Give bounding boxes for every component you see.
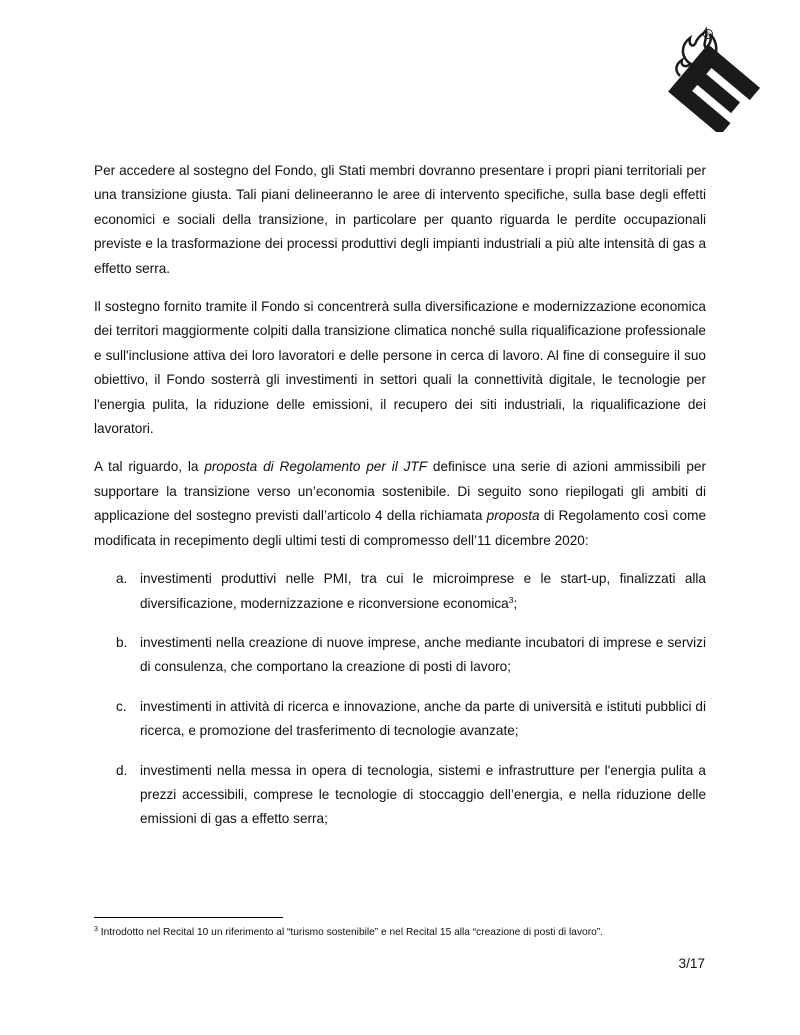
list-item — [94, 695, 706, 744]
list-marker: c. — [116, 698, 127, 714]
list-item — [94, 567, 706, 616]
flame-e-logo-icon — [666, 26, 772, 132]
list-item-text: investimenti nella messa in opera di tecnologia, sistemi e infrastrutture per l'energia pulita a prezzi accessibili, comprese le tecnologie di stoccaggio dell’energia, e nella riduzione delle emissioni di gas a effetto serra; — [140, 762, 706, 827]
list-item-trailing-punctuation: ; — [513, 595, 518, 611]
company-logo — [666, 26, 772, 132]
list-item-text — [140, 567, 706, 616]
paragraph-3-text-1: A tal riguardo, la — [94, 459, 205, 475]
eligible-actions-list — [94, 567, 706, 832]
paragraph-3-italic-1: proposta di Regolamento per il JTF — [204, 459, 428, 475]
footnote-number: 3 — [94, 926, 98, 933]
list-marker: d. — [116, 762, 128, 778]
paragraph-3 — [94, 455, 706, 553]
footnote-text: Introdotto nel Recital 10 un riferimento al “turismo sostenibile” e nel Recital 15 alla “creazione di posti di lavoro”. — [97, 927, 603, 938]
list-item-body: investimenti produttivi nelle PMI, tra cui le microimprese e le start-up, finalizzati alla diversificazione, modernizzazione e riconversione economica — [140, 571, 706, 611]
footnote-reference[interactable]: 3 — [508, 594, 514, 605]
registered-mark: ® — [705, 31, 711, 39]
paragraph-3-text-2: definisce una serie di azioni ammissibili per supportare la transizione verso un’economia sostenibile. Di seguito sono riepilogati gli ambiti di applicazione del sostegno previsti dall’articolo 4 della richiamata — [94, 459, 706, 524]
footnote — [94, 926, 734, 940]
paragraph-1: Per accedere al sostegno del Fondo, gli Stati membri dovranno presentare i propri piani territoriali per una transizione giusta. Tali piani delineeranno le aree di intervento specifiche, sulla base degli effetti economici e sociali della transizione, in particolare per quanto riguarda le perdite occupazionali previste e la trasformazione dei processi produttivi degli impianti industriali a più alte intensità di gas a effetto serra. — [94, 163, 706, 276]
list-item — [94, 631, 706, 680]
list-item-text: investimenti nella creazione di nuove imprese, anche mediante incubatori di imprese e servizi di consulenza, che comportano la creazione di posti di lavoro; — [140, 634, 706, 675]
list-item — [94, 759, 706, 832]
paragraph-2: Il sostegno fornito tramite il Fondo si concentrerà sulla diversificazione e modernizzazione economica dei territori maggiormente colpiti dalla transizione climatica nonché sulla riqualificazione professionale e sull'inclusione attiva dei loro lavoratori e delle persone in cerca di lavoro. Al fine di conseguire il suo obiettivo, il Fondo sosterrà gli investimenti in settori quali la connettività digitale, le tecnologie per l'energia pulita, la riduzione delle emissioni, il recupero dei siti industriali, la riqualificazione dei lavoratori. — [94, 299, 706, 437]
page-body — [94, 159, 706, 847]
paragraph-3-italic-2: proposta — [486, 508, 540, 524]
footnote-separator — [94, 917, 283, 918]
list-marker: b. — [116, 634, 128, 650]
list-marker: a. — [116, 571, 128, 587]
page-number: 3/17 — [678, 956, 705, 971]
list-item-text: investimenti in attività di ricerca e innovazione, anche da parte di università e istituti pubblici di ricerca, e promozione del trasferimento di tecnologie avanzate; — [140, 698, 706, 739]
paragraph-3-text-3: di Regolamento così come modificata in recepimento degli ultimi testi di compromesso dell’11 dicembre 2020: — [94, 508, 707, 548]
